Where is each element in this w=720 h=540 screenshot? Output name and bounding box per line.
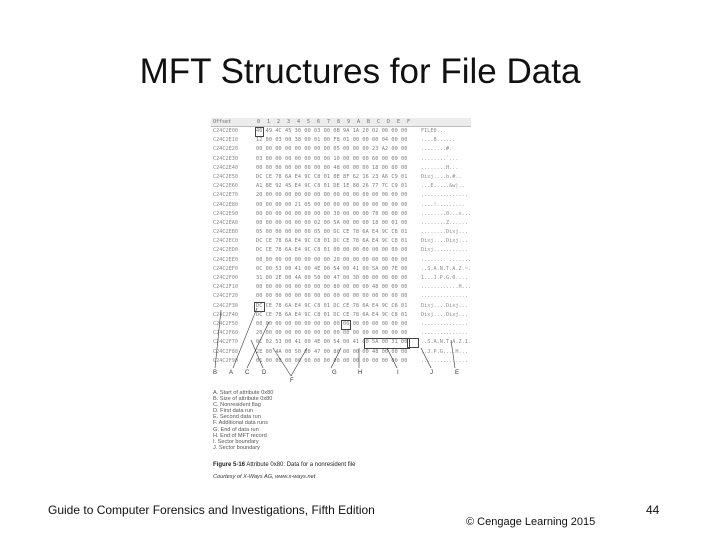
- legend-item: C. Nonresident flag: [213, 402, 261, 409]
- callout-letter: J: [430, 370, 433, 376]
- row-offset: C24C2EB0: [213, 229, 238, 236]
- row-ascii: Dixj....Dixj...: [421, 302, 468, 309]
- row-bytes: 01 00 00 00 00 00 00 00 00 00 00 00 00 00 00 00: [256, 357, 408, 364]
- hex-row: [211, 201, 471, 210]
- legend-item: I. Sector boundary: [213, 438, 259, 445]
- hex-row: [211, 155, 471, 164]
- row-bytes: 2E 00 4A 00 50 00 47 00 80 00 00 00 48 00 00 00: [256, 348, 408, 355]
- row-offset: C24C2F70: [213, 339, 238, 346]
- hex-row: [211, 256, 471, 265]
- caption-label: Figure 5-16: [213, 462, 246, 468]
- hex-row: [211, 173, 471, 182]
- row-bytes: 00 00 00 00 00 00 00 00 00 00 00 00 00 00 00 00: [256, 293, 408, 300]
- callout-letter: F: [290, 378, 294, 384]
- row-offset: C24C2F00: [213, 275, 238, 281]
- row-offset: C24C2EE0: [213, 256, 238, 263]
- header-col-label: 0: [257, 119, 261, 125]
- callout-letter: G: [332, 370, 337, 376]
- header-col-label: 3: [287, 119, 291, 125]
- legend-item: D. First data run: [213, 408, 254, 415]
- hex-row: [211, 164, 471, 173]
- hex-row: [211, 127, 471, 136]
- slide-title: MFT Structures for File Data: [139, 52, 581, 91]
- hex-row: [211, 265, 471, 274]
- row-offset: C24C2E10: [213, 137, 238, 144]
- callout-letter: A: [229, 370, 234, 376]
- row-offset: C24C2E60: [213, 183, 238, 190]
- row-offset: C24C2F40: [213, 311, 238, 318]
- header-col-label: D: [387, 119, 391, 125]
- callout-letter: H: [358, 370, 363, 376]
- header-col-label: A: [357, 119, 361, 125]
- row-bytes: 05 00 00 00 00 00 05 00 DC CE 78 6A E4 9C C8 01: [256, 229, 408, 236]
- selected-byte-box: [255, 127, 264, 137]
- header-col-label: 9: [347, 119, 351, 125]
- hex-header-row: [211, 118, 471, 127]
- row-offset: C24C2E70: [213, 192, 238, 199]
- legend-item: E. Second data run: [213, 414, 261, 421]
- row-ascii: FILE0...: [421, 128, 446, 134]
- slide-number: 44: [646, 503, 660, 517]
- row-offset: C24C2ED0: [213, 247, 238, 254]
- header-col-label: 8: [337, 119, 341, 125]
- row-offset: C24C2F60: [213, 330, 238, 337]
- row-ascii: ........Z......: [421, 219, 468, 226]
- hex-row: [211, 237, 471, 246]
- row-ascii: Dixj...........: [421, 247, 468, 254]
- row-bytes: 20 00 00 00 00 00 00 00 00 00 00 00 00 00 00 00: [256, 192, 408, 199]
- row-ascii: ...............: [421, 320, 468, 327]
- header-col-label: F: [407, 119, 411, 125]
- row-bytes: 00 00 00 00 00 00 00 00 30 00 00 00 78 00 00 00: [256, 210, 408, 217]
- footer-copyright: © Cengage Learning 2015: [466, 516, 596, 528]
- callout-letter: C: [245, 370, 250, 376]
- row-ascii: ....8......: [421, 137, 456, 144]
- row-bytes: DC CE 78 6A E4 9C C8 01 0E 8F 62 16 23 A6 C9 01: [256, 173, 408, 180]
- hex-row: [211, 246, 471, 255]
- hex-row: [211, 228, 471, 237]
- row-ascii: ........ .......: [421, 256, 471, 263]
- row-bytes: 03 00 00 00 00 00 00 00 10 00 00 00 60 00 00 00: [256, 155, 408, 162]
- row-ascii: ..S.A.N.T.A.Z.~.: [421, 265, 471, 272]
- row-ascii: Dixj....Dixj...: [421, 311, 468, 318]
- row-ascii: Dixj....Dixj...: [421, 238, 468, 245]
- row-bytes: 12 00 03 00 38 00 01 00 F8 01 00 00 00 04 00 00: [256, 137, 408, 144]
- row-bytes: DC CE 78 6A E4 9C C8 01 DC CE 78 6A E4 9C C8 01: [256, 238, 408, 245]
- row-bytes: 31 00 2E 00 4A 00 50 00 47 00 30 00 00 00 00 00: [256, 275, 408, 281]
- header-col-label: 4: [297, 119, 301, 125]
- row-offset: C24C2F90: [213, 357, 238, 364]
- header-col-label: B: [367, 119, 371, 125]
- callout-letter: E: [455, 370, 460, 376]
- row-ascii: ..S.A.N.T.A.Z.1.: [421, 339, 471, 346]
- row-ascii: ...............: [421, 293, 468, 300]
- row-offset: C24C2E30: [213, 155, 238, 162]
- row-ascii: ........0...x...: [421, 210, 471, 217]
- row-bytes: 00 00 00 00 00 00 00 00 05 00 00 00 23 A2 00 00: [256, 146, 408, 153]
- header-col-label: 1: [267, 119, 271, 125]
- row-offset: C24C2E40: [213, 164, 238, 171]
- legend-item: J. Sector boundary: [213, 444, 260, 451]
- figure-courtesy: Courtesy of X-Ways AG, www.x-ways.net: [213, 474, 316, 480]
- hex-row: [211, 182, 471, 191]
- callout-lines: [211, 300, 471, 390]
- legend-item: A. Start of attribute 0x80: [213, 390, 274, 396]
- callout-letter: D: [262, 370, 267, 376]
- row-bytes: 00 00 00 00 00 00 02 00 5A 00 00 00 18 00 01 00: [256, 219, 408, 226]
- footer-book-title: Guide to Computer Forensics and Investigations, Fifth Edition: [48, 503, 375, 517]
- figure-caption: [213, 462, 355, 468]
- row-ascii: 1...J.P.G.0....: [421, 275, 468, 281]
- row-ascii: ........H...: [421, 164, 459, 171]
- caption-text: Attribute 0x80: Data for a nonresident file: [246, 462, 356, 468]
- row-ascii: ........`...: [421, 155, 459, 162]
- row-offset: C24C2F10: [213, 284, 238, 291]
- row-offset: C24C2E00: [213, 128, 238, 134]
- hex-row: [211, 219, 471, 228]
- row-ascii: ........#.: [421, 146, 453, 153]
- row-bytes: 00 00 00 00 00 00 00 00 00 00 00 00 00 00 00 00: [256, 320, 408, 327]
- legend-item: F. Additional data runs: [213, 420, 269, 427]
- row-offset: C24C2F50: [213, 320, 238, 327]
- header-col-label: 5: [307, 119, 311, 125]
- hex-row: [211, 191, 471, 200]
- row-bytes: 00 00 00 00 21 05 00 00 00 00 00 00 00 00 00 00: [256, 201, 408, 208]
- header-col-label: E: [397, 119, 401, 125]
- header-offset-label: Offset: [213, 119, 232, 125]
- legend-item: G. End of data run: [213, 426, 259, 433]
- legend-item: H. End of MFT record: [213, 432, 267, 439]
- callout-letter: I: [397, 370, 399, 376]
- row-bytes: 00 00 00 00 00 00 00 00 48 00 00 00 18 00 00 00: [256, 164, 408, 171]
- row-bytes: 00 00 00 00 00 00 00 00 80 00 00 00 48 00 00 00: [256, 284, 408, 291]
- row-offset: C24C2F80: [213, 348, 238, 355]
- row-bytes: DC CE 78 6A E4 9C C8 01 00 00 00 00 00 00 00 00: [256, 247, 408, 254]
- header-col-label: 6: [317, 119, 321, 125]
- row-bytes: A1 8E 92 45 E4 9C C8 01 DE 1E 80 26 77 7C C9 01: [256, 183, 408, 190]
- row-ascii: ...E.....&w|..: [421, 183, 465, 190]
- row-ascii: ........Dixj...: [421, 229, 468, 236]
- hex-row: [211, 210, 471, 219]
- hex-row: [211, 283, 471, 292]
- row-bytes: 0C 02 53 00 41 00 4E 00 54 00 41 00 5A 00 31 00: [256, 339, 408, 346]
- row-offset: C24C2F20: [213, 293, 238, 300]
- hex-row: [211, 145, 471, 154]
- row-ascii: ..J.P.G....H...: [421, 348, 468, 355]
- header-col-label: 7: [327, 119, 331, 125]
- row-ascii: ...............: [421, 192, 468, 199]
- legend-item: B. Size of attribute 0x80: [213, 396, 273, 403]
- row-offset: C24C2E20: [213, 146, 238, 153]
- figure-legend: [213, 390, 413, 451]
- callout-letter: B: [213, 370, 218, 376]
- row-offset: C24C2E80: [213, 201, 238, 208]
- row-bytes: DC CE 78 6A E4 9C C8 01 DC CE 78 6A E4 9C C8 01: [256, 302, 408, 309]
- row-offset: C24C2F30: [213, 302, 238, 309]
- row-ascii: ...............: [421, 357, 468, 364]
- row-offset: C24C2EF0: [213, 265, 238, 272]
- row-offset: C24C2EA0: [213, 219, 238, 226]
- header-col-label: 2: [277, 119, 281, 125]
- row-bytes: 0C 00 53 00 41 00 4E 00 54 00 41 00 5A 00 7E 00: [256, 265, 408, 272]
- hex-row: [211, 274, 471, 283]
- row-ascii: ............H...: [421, 284, 471, 291]
- row-offset: C24C2EC0: [213, 238, 238, 245]
- row-bytes: DC CE 78 6A E4 9C C8 01 DC CE 78 6A E4 9C C8 01: [256, 311, 408, 318]
- row-bytes: 00 00 00 00 00 00 00 00 20 00 00 00 00 00 00 00: [256, 256, 408, 263]
- header-col-label: C: [377, 119, 381, 125]
- row-bytes: 46 49 4C 45 30 00 03 00 0B 9A 1A 20 02 00 00 00: [256, 128, 408, 134]
- row-ascii: ...............: [421, 330, 468, 337]
- row-ascii: Dixj....b.#..: [421, 173, 462, 180]
- row-ascii: ....!.........: [421, 201, 465, 208]
- row-offset: C24C2E90: [213, 210, 238, 217]
- hex-row: [211, 136, 471, 145]
- row-bytes: 20 00 00 00 00 00 00 00 00 00 00 00 00 00 00 00: [256, 330, 408, 337]
- row-offset: C24C2E50: [213, 173, 238, 180]
